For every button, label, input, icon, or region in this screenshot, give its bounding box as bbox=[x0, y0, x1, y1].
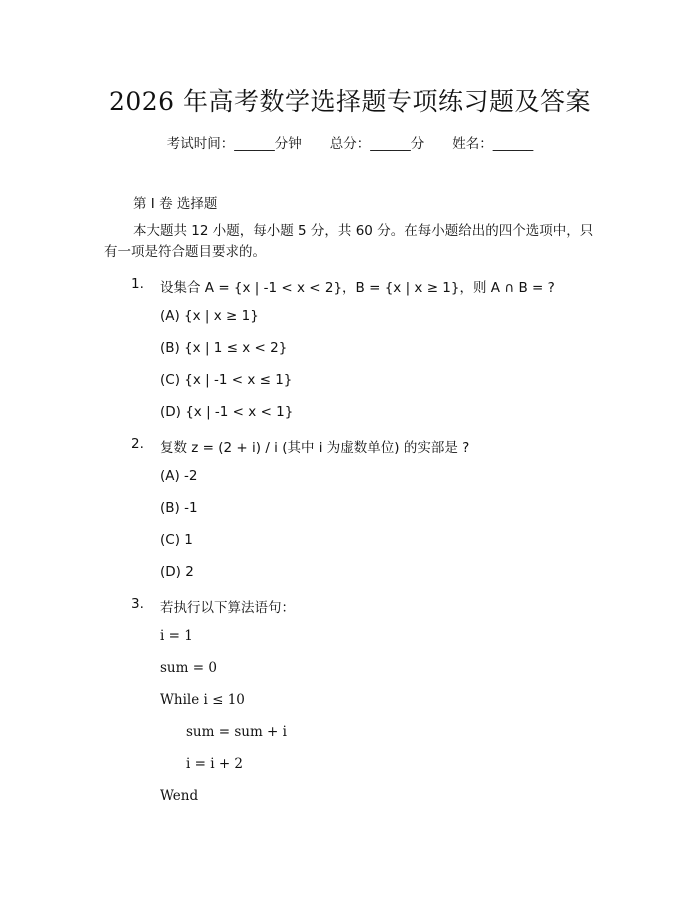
question-2-text: 复数 z = (2 + i) / i (其中 i 为虚数单位) 的实部是 ? bbox=[160, 440, 470, 456]
code-line-4: sum = sum + i bbox=[186, 724, 287, 740]
question-2-option-d: (D) 2 bbox=[160, 564, 194, 580]
exam-score: 总分：______分 bbox=[329, 136, 425, 152]
section-intro: 本大题共 12 小题，每小题 5 分，共 60 分。在每小题给出的四个选项中，只有一项是符合题目要求的。 bbox=[104, 223, 594, 260]
question-1-option-c: (C) {x | -1 < x ≤ 1} bbox=[160, 372, 293, 388]
question-2-option-a: (A) -2 bbox=[160, 468, 198, 484]
page-title: 2026 年高考数学选择题专项练习题及答案 bbox=[108, 87, 592, 116]
code-line-5: i = i + 2 bbox=[186, 756, 244, 772]
question-1-number: 1. bbox=[131, 276, 144, 292]
code-line-1: i = 1 bbox=[160, 628, 193, 644]
question-2-option-c: (C) 1 bbox=[160, 532, 193, 548]
exam-name: 姓名：______ bbox=[452, 136, 534, 152]
question-1-text: 设集合 A = {x | -1 < x < 2}，B = {x | x ≥ 1}，则 A ∩ B = ? bbox=[160, 280, 555, 296]
question-2-option-b: (B) -1 bbox=[160, 500, 198, 516]
question-2-number: 2. bbox=[131, 436, 144, 452]
question-1-option-a: (A) {x | x ≥ 1} bbox=[160, 308, 259, 324]
exam-meta bbox=[0, 132, 700, 152]
code-line-3: While i ≤ 10 bbox=[160, 692, 245, 708]
question-3-number: 3. bbox=[131, 596, 144, 612]
section-title: 第 I 卷 选择题 bbox=[133, 196, 218, 212]
code-line-6: Wend bbox=[160, 788, 199, 804]
question-1-option-b: (B) {x | 1 ≤ x < 2} bbox=[160, 340, 288, 356]
question-3-text: 若执行以下算法语句： bbox=[160, 600, 295, 616]
question-1-option-d: (D) {x | -1 < x < 1} bbox=[160, 404, 294, 420]
exam-time: 考试时间：______分钟 bbox=[166, 136, 302, 152]
code-line-2: sum = 0 bbox=[160, 660, 217, 676]
